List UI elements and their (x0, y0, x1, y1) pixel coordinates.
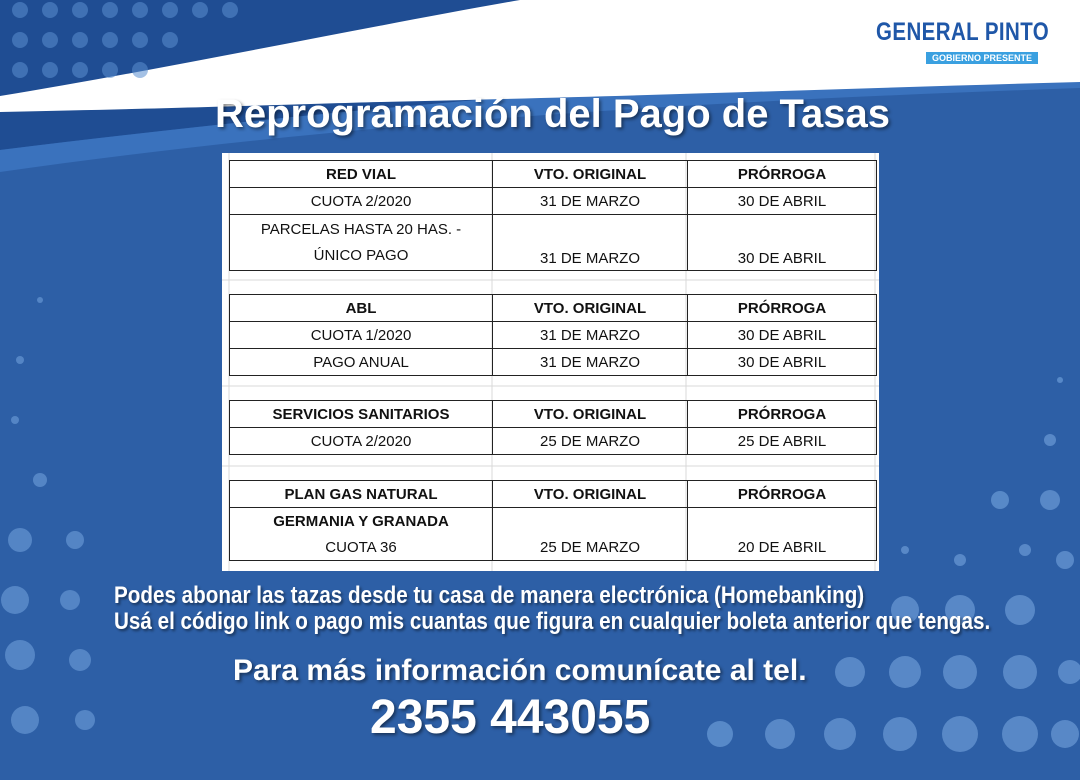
table-subheader-row (230, 508, 877, 535)
header-extension: PRÓRROGA (688, 295, 877, 322)
table-row (230, 322, 877, 349)
table-row (230, 428, 877, 455)
row-concept-line2: ÚNICO PAGO (313, 246, 409, 264)
table-header-row (230, 401, 877, 428)
row-original-due: 31 DE MARZO (493, 215, 688, 271)
row-concept-line1: PARCELAS HASTA 20 HAS. - (260, 220, 462, 238)
table-header-row (230, 481, 877, 508)
row-concept (230, 215, 493, 271)
row-extension: 30 DE ABRIL (688, 188, 877, 215)
table-header-row (230, 161, 877, 188)
row-concept: CUOTA 1/2020 (230, 322, 493, 349)
header-concept: RED VIAL (230, 161, 493, 188)
page-title: Reprogramación del Pago de Tasas (214, 92, 891, 136)
homebanking-info-line: Podes abonar las tazas desde tu casa de manera electrónica (Homebanking) (114, 582, 865, 609)
table-red-vial (229, 160, 877, 271)
table-row (230, 534, 877, 561)
row-original-due: 25 DE MARZO (493, 428, 688, 455)
table-servicios-sanitarios (229, 400, 877, 455)
row-concept: CUOTA 2/2020 (230, 188, 493, 215)
row-original-due: 31 DE MARZO (493, 322, 688, 349)
header-original-due: VTO. ORIGINAL (493, 161, 688, 188)
table-row (230, 215, 877, 271)
fee-schedule-sheet (222, 153, 879, 571)
header-original-due: VTO. ORIGINAL (493, 295, 688, 322)
header-extension: PRÓRROGA (688, 481, 877, 508)
empty-cell (688, 508, 877, 535)
header-concept: ABL (230, 295, 493, 322)
row-concept: CUOTA 2/2020 (230, 428, 493, 455)
phone-number: 2355 443055 (370, 691, 651, 744)
row-original-due: 31 DE MARZO (493, 349, 688, 376)
contact-info-line: Para más información comunícate al tel. (233, 654, 807, 687)
row-extension: 20 DE ABRIL (688, 534, 877, 561)
empty-cell (493, 508, 688, 535)
header-original-due: VTO. ORIGINAL (493, 481, 688, 508)
header-concept: SERVICIOS SANITARIOS (230, 401, 493, 428)
header-extension: PRÓRROGA (688, 161, 877, 188)
table-header-row (230, 295, 877, 322)
header-extension: PRÓRROGA (688, 401, 877, 428)
row-extension: 30 DE ABRIL (688, 349, 877, 376)
general-pinto-logo (870, 14, 1060, 74)
table-row (230, 349, 877, 376)
logo-wordmark: GENERAL PINTO (876, 18, 1050, 46)
row-original-due: 25 DE MARZO (493, 534, 688, 561)
table-row (230, 188, 877, 215)
row-original-due: 31 DE MARZO (493, 188, 688, 215)
row-extension: 30 DE ABRIL (688, 215, 877, 271)
logo-tagline: GOBIERNO PRESENTE (926, 52, 1038, 64)
subheader-location: GERMANIA Y GRANADA (230, 508, 493, 535)
payment-code-info-line: Usá el código link o pago mis cuantas que figura en cualquier boleta anterior que tengas. (114, 608, 991, 635)
row-concept: CUOTA 36 (230, 534, 493, 561)
table-abl (229, 294, 877, 376)
row-concept: PAGO ANUAL (230, 349, 493, 376)
header-concept: PLAN GAS NATURAL (230, 481, 493, 508)
row-extension: 30 DE ABRIL (688, 322, 877, 349)
header-original-due: VTO. ORIGINAL (493, 401, 688, 428)
table-plan-gas-natural (229, 480, 877, 561)
row-extension: 25 DE ABRIL (688, 428, 877, 455)
